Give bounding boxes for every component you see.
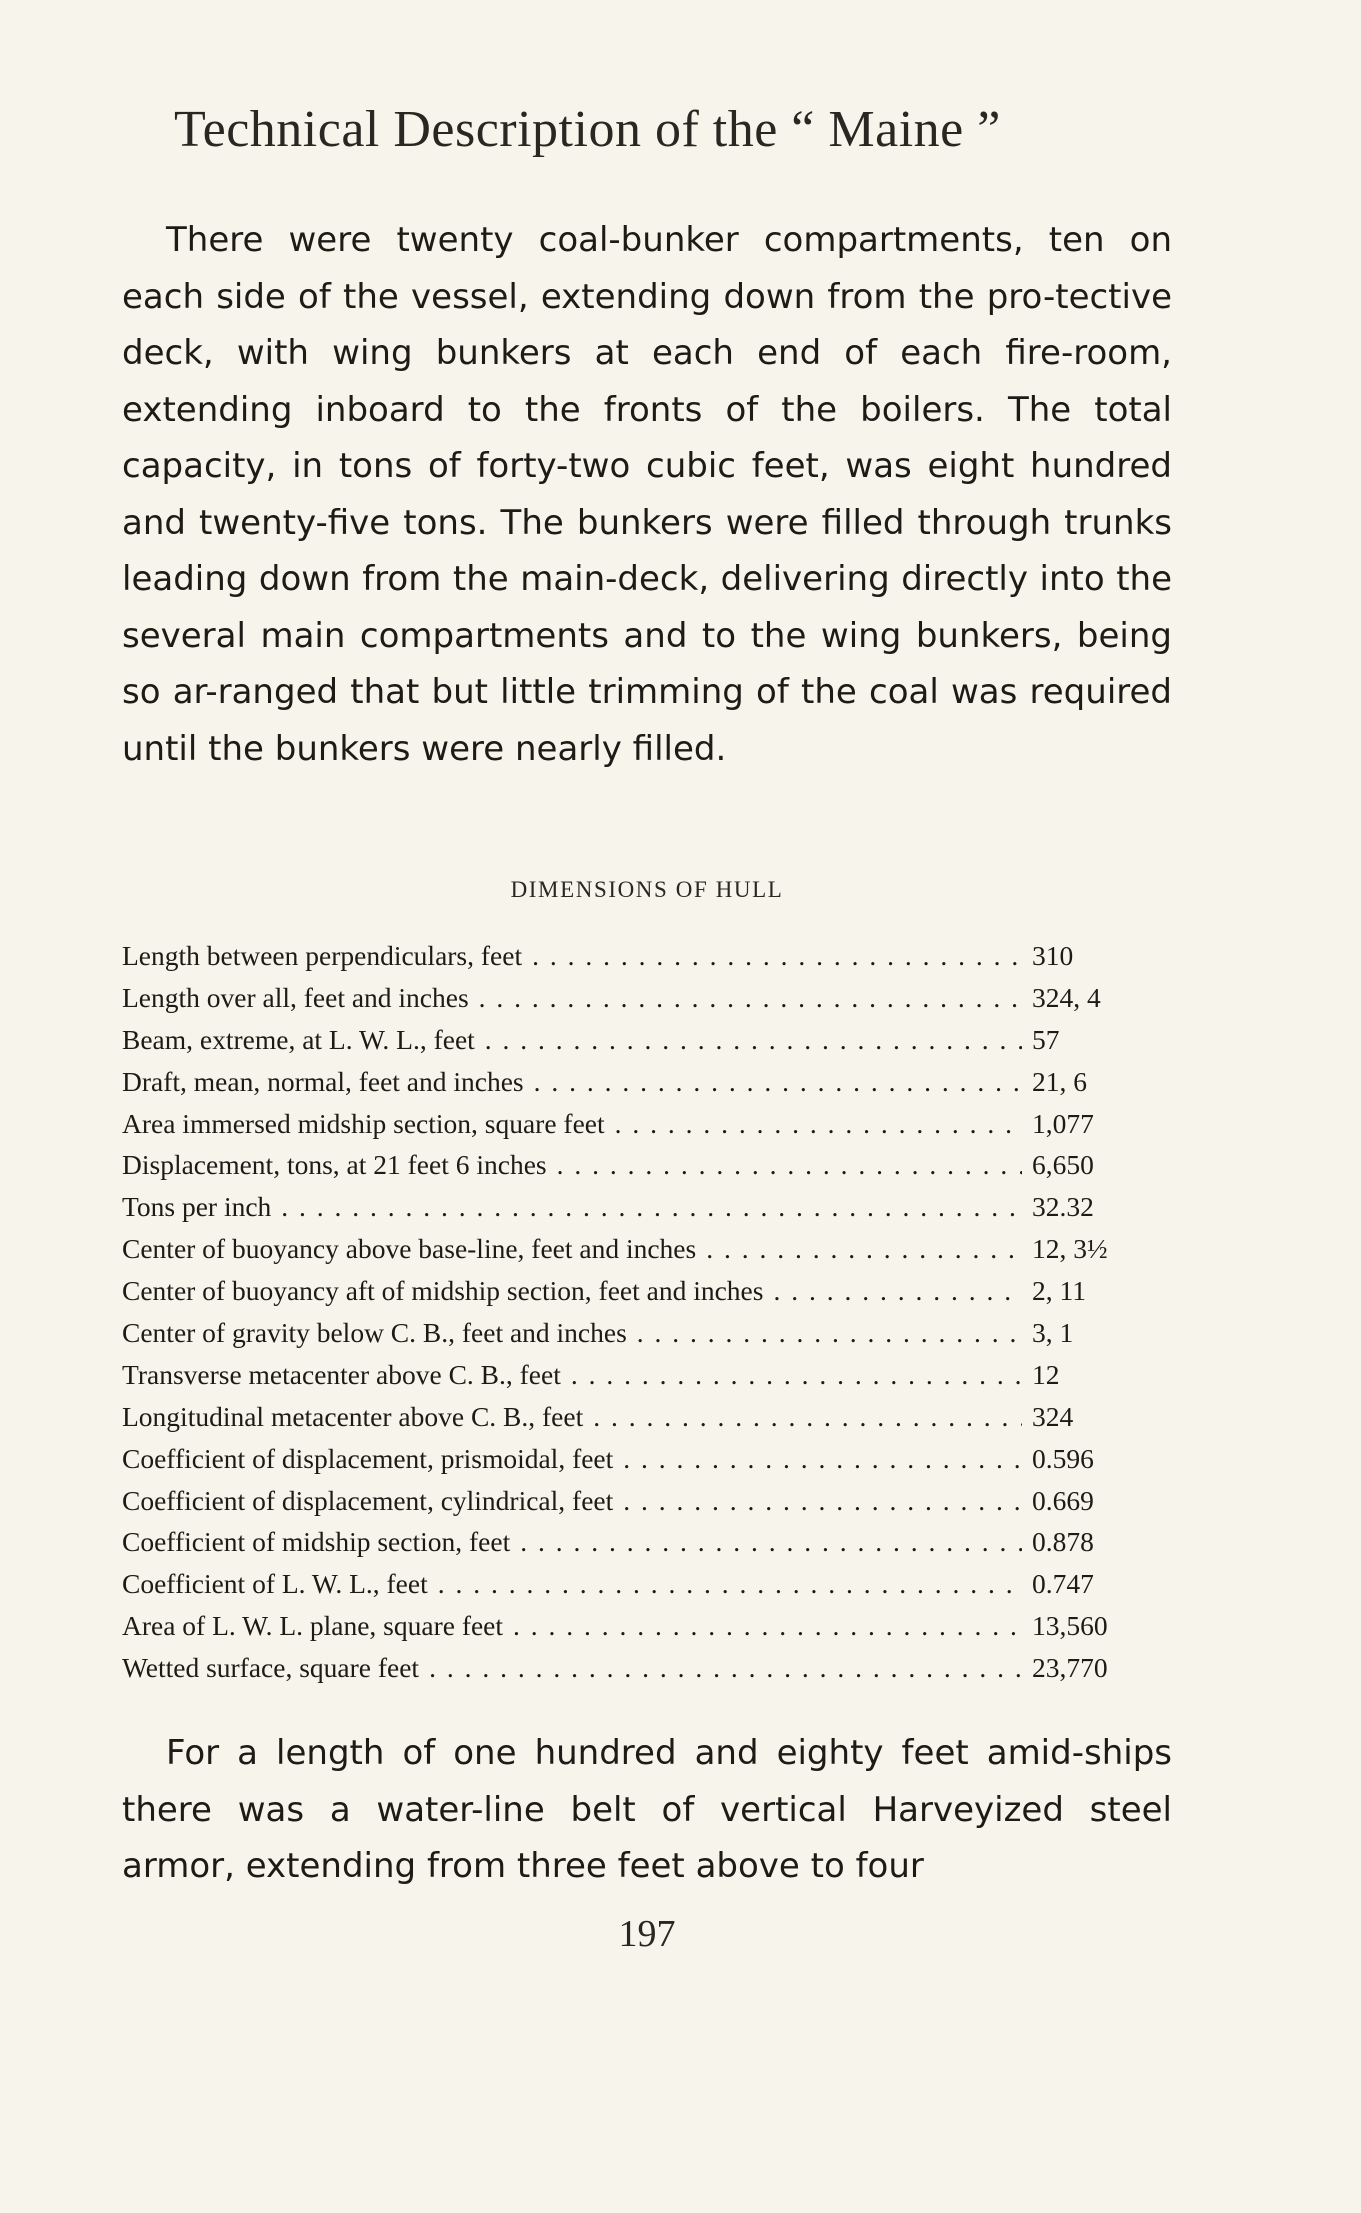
- dot-leader: [281, 1191, 1022, 1223]
- table-row: [122, 1647, 1172, 1689]
- dot-leader: [557, 1149, 1022, 1181]
- table-row: [122, 1186, 1172, 1228]
- row-value: 324, 4: [1032, 981, 1101, 1013]
- row-label: Center of gravity below C. B., feet and inches: [122, 1316, 627, 1348]
- row-value: 324: [1032, 1400, 1074, 1432]
- dot-leader: [520, 1526, 1022, 1558]
- row-value: 1,077: [1032, 1107, 1094, 1139]
- table-title: DIMENSIONS OF HULL: [510, 877, 784, 902]
- row-label: Tons per inch: [122, 1191, 272, 1223]
- table-row: [122, 1061, 1172, 1103]
- table-row: [122, 1312, 1172, 1354]
- row-label: Wetted surface, square feet: [122, 1652, 420, 1684]
- dot-leader: [485, 1024, 1022, 1056]
- table-row: [122, 1144, 1172, 1186]
- row-label: Beam, extreme, at L. W. L., feet: [122, 1023, 475, 1055]
- body-paragraph-coal-bunkers: There were twenty coal-bunker compartments, ten on each side of the vessel, extending down from the pro-tective deck, with wing bunkers at each end of each fire-room, extending inboard to the fronts of the boilers. The total capacity, in tons of forty-two cubic feet, was eight hundred and twenty-five tons. The bunkers were filled through trunks leading down from the main-deck, delivering directly into the several main compartments and to the wing bunkers, being so ar-ranged that but little trimming of the coal was required until the bunkers were nearly filled.: [122, 220, 1172, 769]
- row-label: Displacement, tons, at 21 feet 6 inches: [122, 1149, 547, 1181]
- dot-leader: [571, 1359, 1022, 1391]
- row-label: Coefficient of midship section, feet: [122, 1526, 511, 1558]
- table-row: [122, 1270, 1172, 1312]
- table-row: [122, 1103, 1172, 1145]
- row-value: 0.747: [1032, 1568, 1094, 1600]
- table-row: [122, 1354, 1172, 1396]
- table-row: [122, 1438, 1172, 1480]
- table-row: [122, 935, 1172, 977]
- row-value: 310: [1032, 939, 1074, 971]
- row-label: Length between perpendiculars, feet: [122, 939, 523, 971]
- table-row: [122, 1563, 1172, 1605]
- row-label: Area of L. W. L. plane, square feet: [122, 1610, 504, 1642]
- table-row: [122, 1605, 1172, 1647]
- dot-leader: [615, 1108, 1022, 1140]
- dot-leader: [637, 1317, 1022, 1349]
- body-paragraph-armor-belt: For a length of one hundred and eighty feet amid-ships there was a water-line belt of vertical Harveyized steel armor, extending from three feet above to four: [122, 1733, 1172, 1886]
- row-value: 13,560: [1032, 1610, 1108, 1642]
- dot-leader: [438, 1568, 1022, 1600]
- row-label: Transverse metacenter above C. B., feet: [122, 1358, 561, 1390]
- row-label: Coefficient of displacement, prismoidal, feet: [122, 1442, 614, 1474]
- dimensions-table: [122, 935, 1172, 1689]
- table-row: [122, 1521, 1172, 1563]
- dot-leader: [706, 1233, 1022, 1265]
- row-value: 12: [1032, 1358, 1060, 1390]
- row-value: 0.596: [1032, 1442, 1094, 1474]
- table-row: [122, 1396, 1172, 1438]
- row-value: 12, 3½: [1032, 1233, 1108, 1265]
- dot-leader: [513, 1610, 1022, 1642]
- row-label: Length over all, feet and inches: [122, 981, 469, 1013]
- row-value: 2, 11: [1032, 1275, 1086, 1307]
- row-label: Coefficient of L. W. L., feet: [122, 1568, 428, 1600]
- row-label: Coefficient of displacement, cylindrical, feet: [122, 1484, 614, 1516]
- dot-leader: [532, 940, 1022, 972]
- row-value: 0.669: [1032, 1484, 1094, 1516]
- row-value: 0.878: [1032, 1526, 1094, 1558]
- dot-leader: [593, 1401, 1022, 1433]
- dot-leader: [429, 1652, 1022, 1684]
- dot-leader: [623, 1443, 1022, 1475]
- row-label: Area immersed midship section, square feet: [122, 1107, 605, 1139]
- table-row: [122, 977, 1172, 1019]
- dot-leader: [534, 1066, 1022, 1098]
- table-row: [122, 1480, 1172, 1522]
- dot-leader: [773, 1275, 1022, 1307]
- row-value: 23,770: [1032, 1652, 1108, 1684]
- row-value: 3, 1: [1032, 1316, 1074, 1348]
- row-value: 6,650: [1032, 1149, 1094, 1181]
- row-value: 32.32: [1032, 1191, 1094, 1223]
- row-label: Draft, mean, normal, feet and inches: [122, 1065, 524, 1097]
- table-row: [122, 1019, 1172, 1061]
- running-head: Technical Description of the “ Maine ”: [174, 101, 1001, 158]
- row-value: 57: [1032, 1023, 1060, 1055]
- dot-leader: [479, 982, 1022, 1014]
- dot-leader: [623, 1485, 1022, 1517]
- row-label: Center of buoyancy aft of midship section, feet and inches: [122, 1275, 764, 1307]
- page-number: 197: [618, 1913, 676, 1955]
- row-value: 21, 6: [1032, 1065, 1087, 1097]
- table-row: [122, 1228, 1172, 1270]
- row-label: Longitudinal metacenter above C. B., feet: [122, 1400, 584, 1432]
- row-label: Center of buoyancy above base-line, feet and inches: [122, 1233, 697, 1265]
